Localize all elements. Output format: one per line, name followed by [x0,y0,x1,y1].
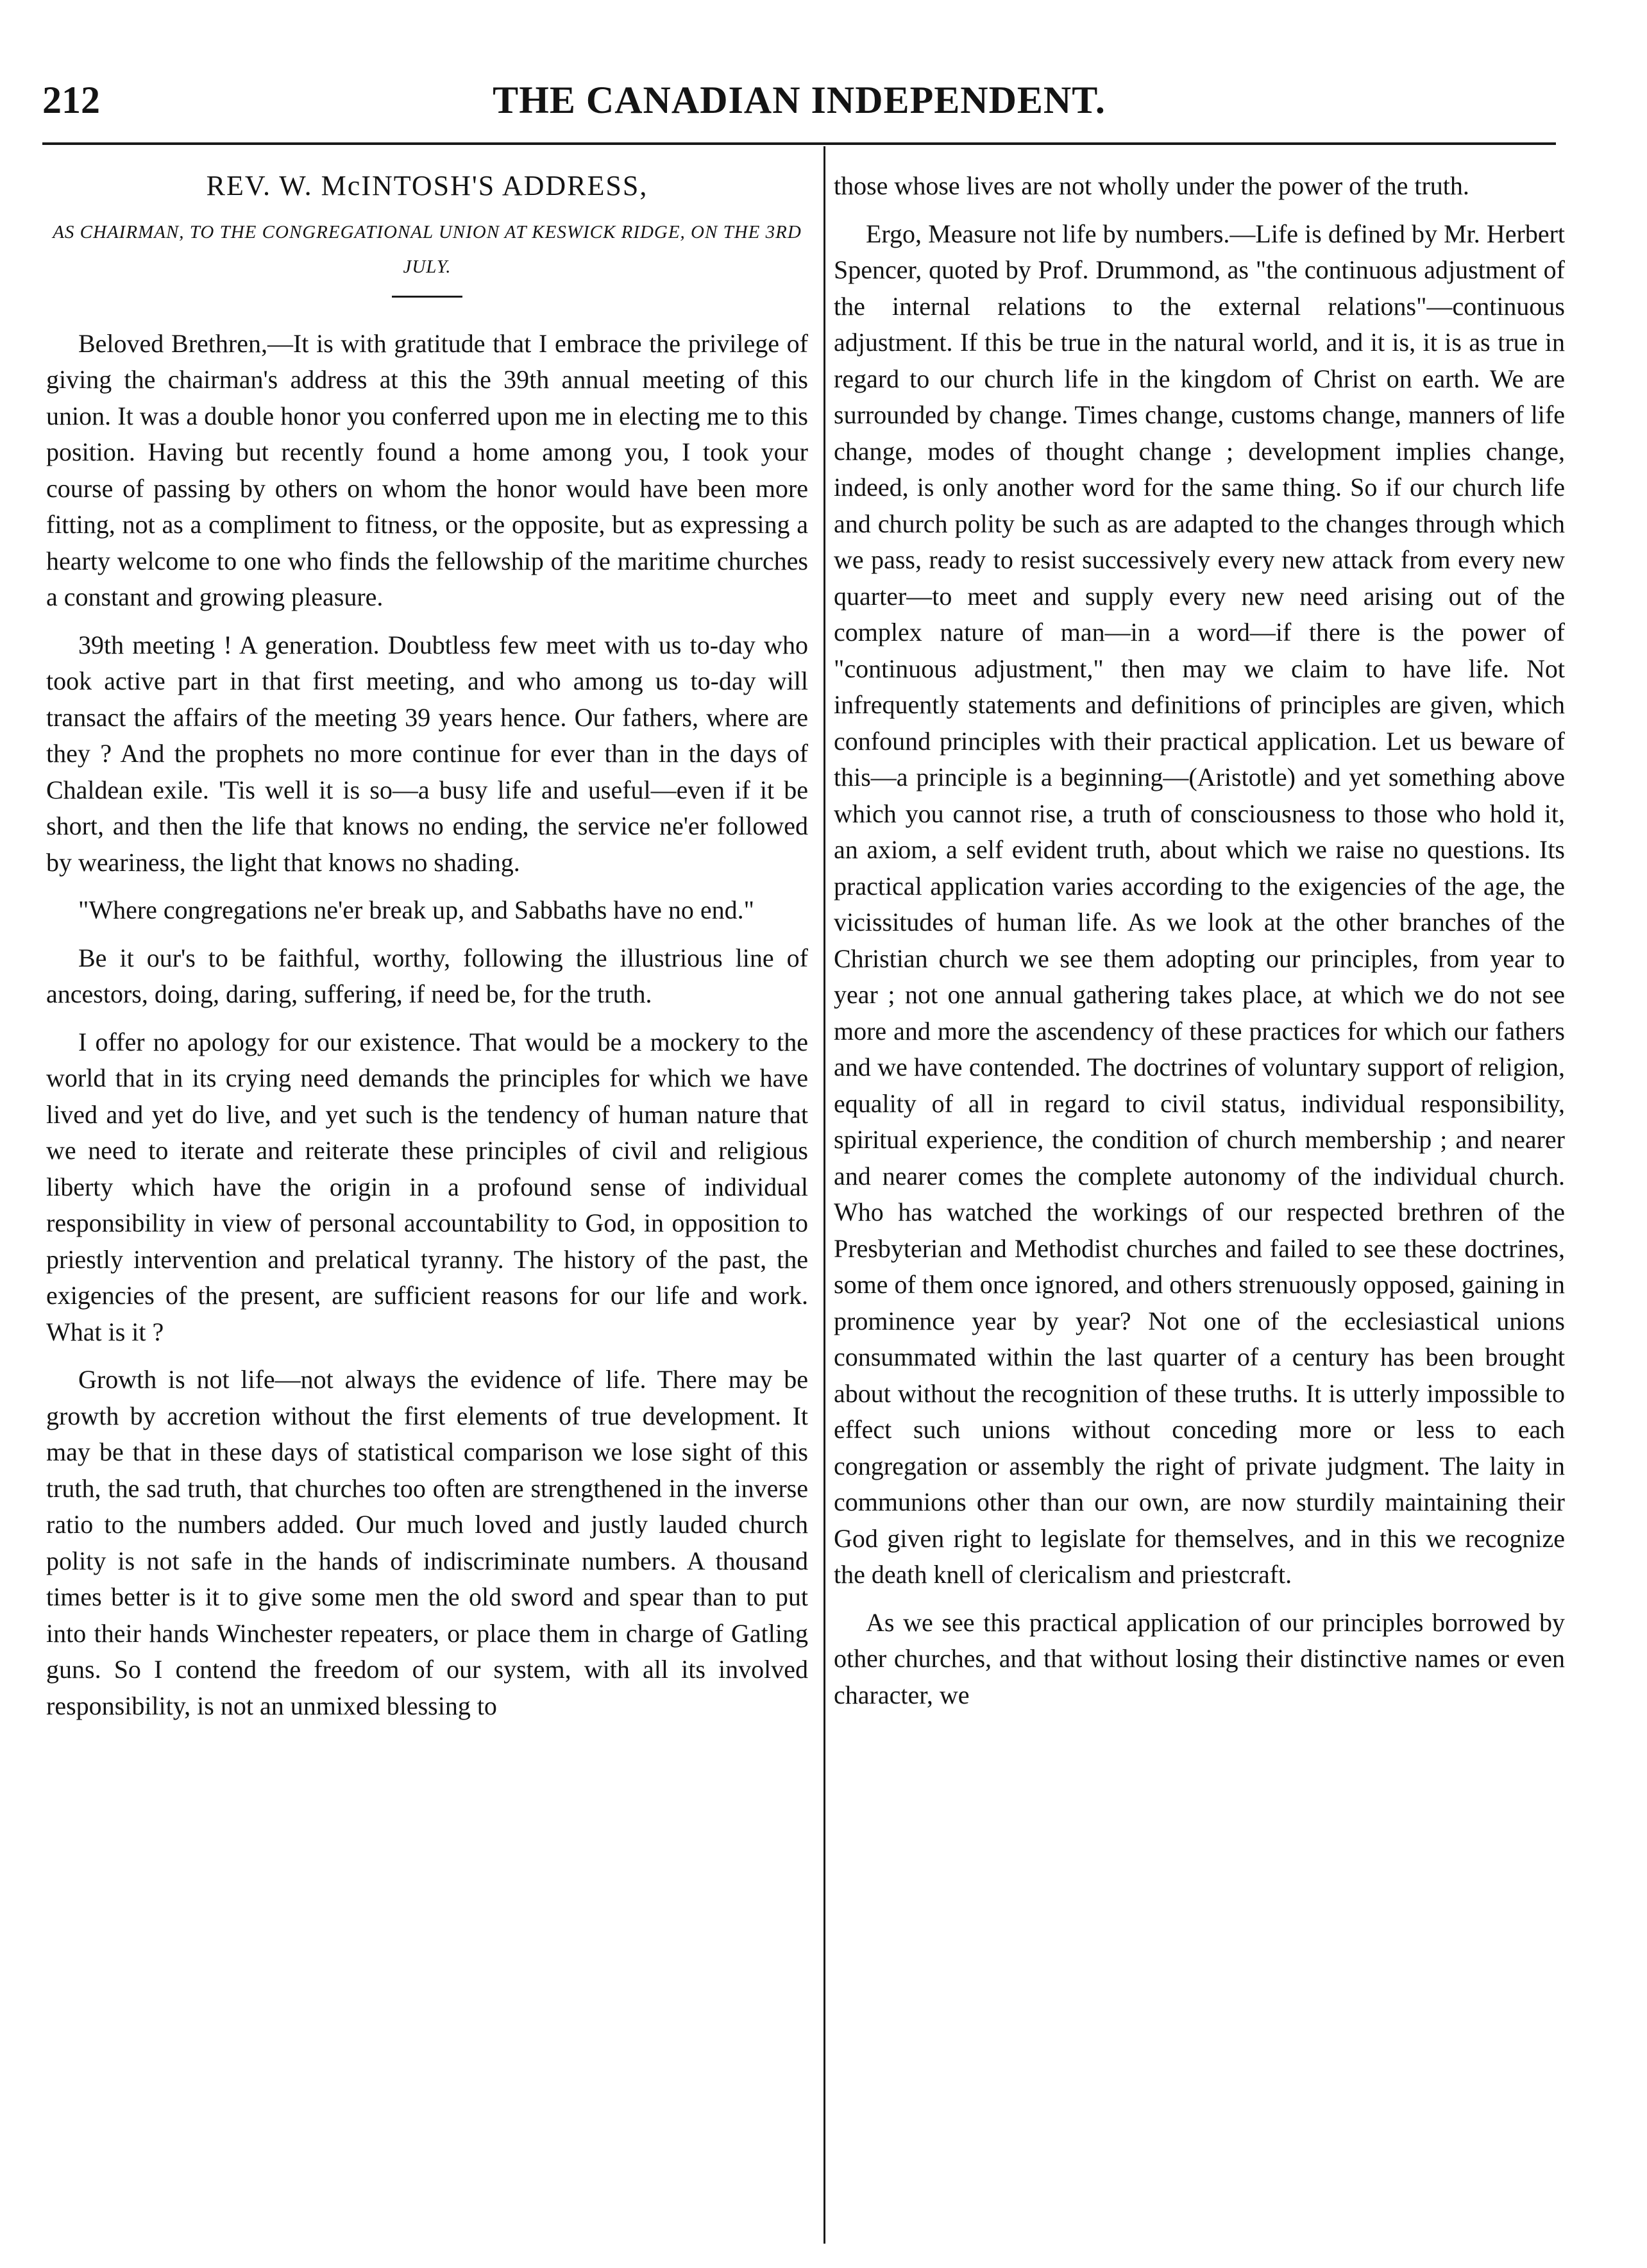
column-divider [824,146,825,2244]
quote-paragraph: "Where congregations ne'er break up, and Sabbaths have no end." [78,895,754,924]
paragraph: I offer no apology for our existence. That would be a mockery to the world that in its crying need demands the principles for which we have lived and yet do live, and yet such is the tendency of human nature that we need to iterate and reiterate these principles of civil and religious liberty which have the origin in a profound sense of individual responsibility in view of personal accountability to God, in opposition to priestly intervention and prelatical tyranny. The history of the past, the exigencies of the present, are sufficient reasons for our life and work. What is it ? [46,1027,808,1346]
page-header [42,78,1556,137]
page-number: 212 [42,79,100,121]
paragraph: 39th meeting ! A generation. Doubtless few meet with us to-day who took active part in that first meeting, and who among us to-day will transact the affairs of the meeting 39 years hence. Our fathers, where are they ? And the prophets no more continue for ever than in the days of Chaldean exile. 'Tis well it is so—a busy life and useful—even if it be short, and then the life that knows no ending, the service ne'er followed by weariness, the light that knows no shading. [46,630,808,877]
publication-title: THE CANADIAN INDEPENDENT. [493,79,1106,121]
header-rule [42,142,1556,145]
paragraph: Ergo, Measure not life by numbers.—Life is defined by Mr. Herbert Spencer, quoted by Prof. Drummond, as "the continuous adjustment of the internal relations to the external relations"—continuous adjustment. If this be true in the natural world, and it is, it is as true in regard to our church life in the kingdom of Christ on earth. We are surrounded by change. Times change, customs change, manners of life change, modes of thought change ; development implies change, indeed, is only another word for the same thing. So if our church life and church polity be such as are adapted to the changes through which we pass, ready to resist successively every new attack from every new quarter—to meet and supply every new need arising out of the complex nature of man—in a word—if there is the power of "continuous adjustment," then may we claim to have life. Not infrequently statements and definitions of principles are given, which confound principles with their practical application. Let us beware of this—a principle is a beginning—(Aristotle) and yet something above which you cannot rise, a truth of consciousness to those who hold it, an axiom, a self evident truth, about which we raise no questions. Its practical application varies according to the exigencies of the age, the vicissitudes of human life. As we look at the other branches of the Christian church we see them adopting our principles, from year to year ; not one annual gathering takes place, at which we do not see more and more the ascendency of these practices for which our fathers and we have contended. The doctrines of voluntary support of religion, equality of all in regard to civil status, individual responsibility, spiritual experience, the condition of church membership ; and nearer and nearer comes the complete autonomy of the individual church. Who has watched the workings of our respected brethren of the Presbyterian and Methodist churches and failed to see these doctrines, some of them once ignored, and others strenuously opposed, gaining in prominence year by year? Not one of the ecclesiastical unions consummated within the last quarter of a century has been brought about without the recognition of these truths. It is utterly impossible to effect such unions without conceding more or less to each congregation or assembly the right of private judgment. The laity in communions other than our own, are now sturdily maintaining their God given right to legislate for themselves, and in this we recognize the death knell of clericalism and priestcraft. [834,219,1565,1589]
article-title: REV. W. McINTOSH'S ADDRESS, [206,170,648,201]
paragraph: As we see this practical application of our principles borrowed by other churches, and that without losing their distinctive names or even character, we [834,1607,1565,1709]
title-rule [392,296,462,298]
left-column [46,168,808,2253]
right-column [834,168,1565,2253]
article-subtitle: AS CHAIRMAN, TO THE CONGREGATIONAL UNION AT KESWICK RIDGE, ON THE 3RD JULY. [53,221,802,277]
paragraph: those whose lives are not wholly under the power of the truth. [834,171,1469,200]
paragraph: Growth is not life—not always the evidence of life. There may be growth by accretion without the first elements of true development. It may be that in these days of statistical comparison we lose sight of this truth, the sad truth, that churches too often are strengthened in the inverse ratio to the numbers added. Our much loved and justly lauded church polity is not safe in the hands of indiscriminate numbers. A thousand times better is it to give some men the old sword and spear than to put into their hands Winchester repeaters, or place them in charge of Gatling guns. So I contend the freedom of our system, with all its involved responsibility, is not an unmixed blessing to [46,1365,808,1720]
paragraph: Be it our's to be faithful, worthy, following the illustrious line of ancestors, doing, daring, suffering, if need be, for the truth. [46,943,808,1008]
paragraph: Beloved Brethren,—It is with gratitude that I embrace the privilege of giving the chairman's address at this the 39th annual meeting of this union. It was a double honor you conferred upon me in electing me to this position. Having but recently found a home among you, I took your course of passing by others on whom the honor would have been more fitting, not as a compliment to fitness, or the opposite, but as expressing a hearty welcome to one who finds the fellowship of the maritime churches a constant and growing pleasure. [46,328,808,611]
